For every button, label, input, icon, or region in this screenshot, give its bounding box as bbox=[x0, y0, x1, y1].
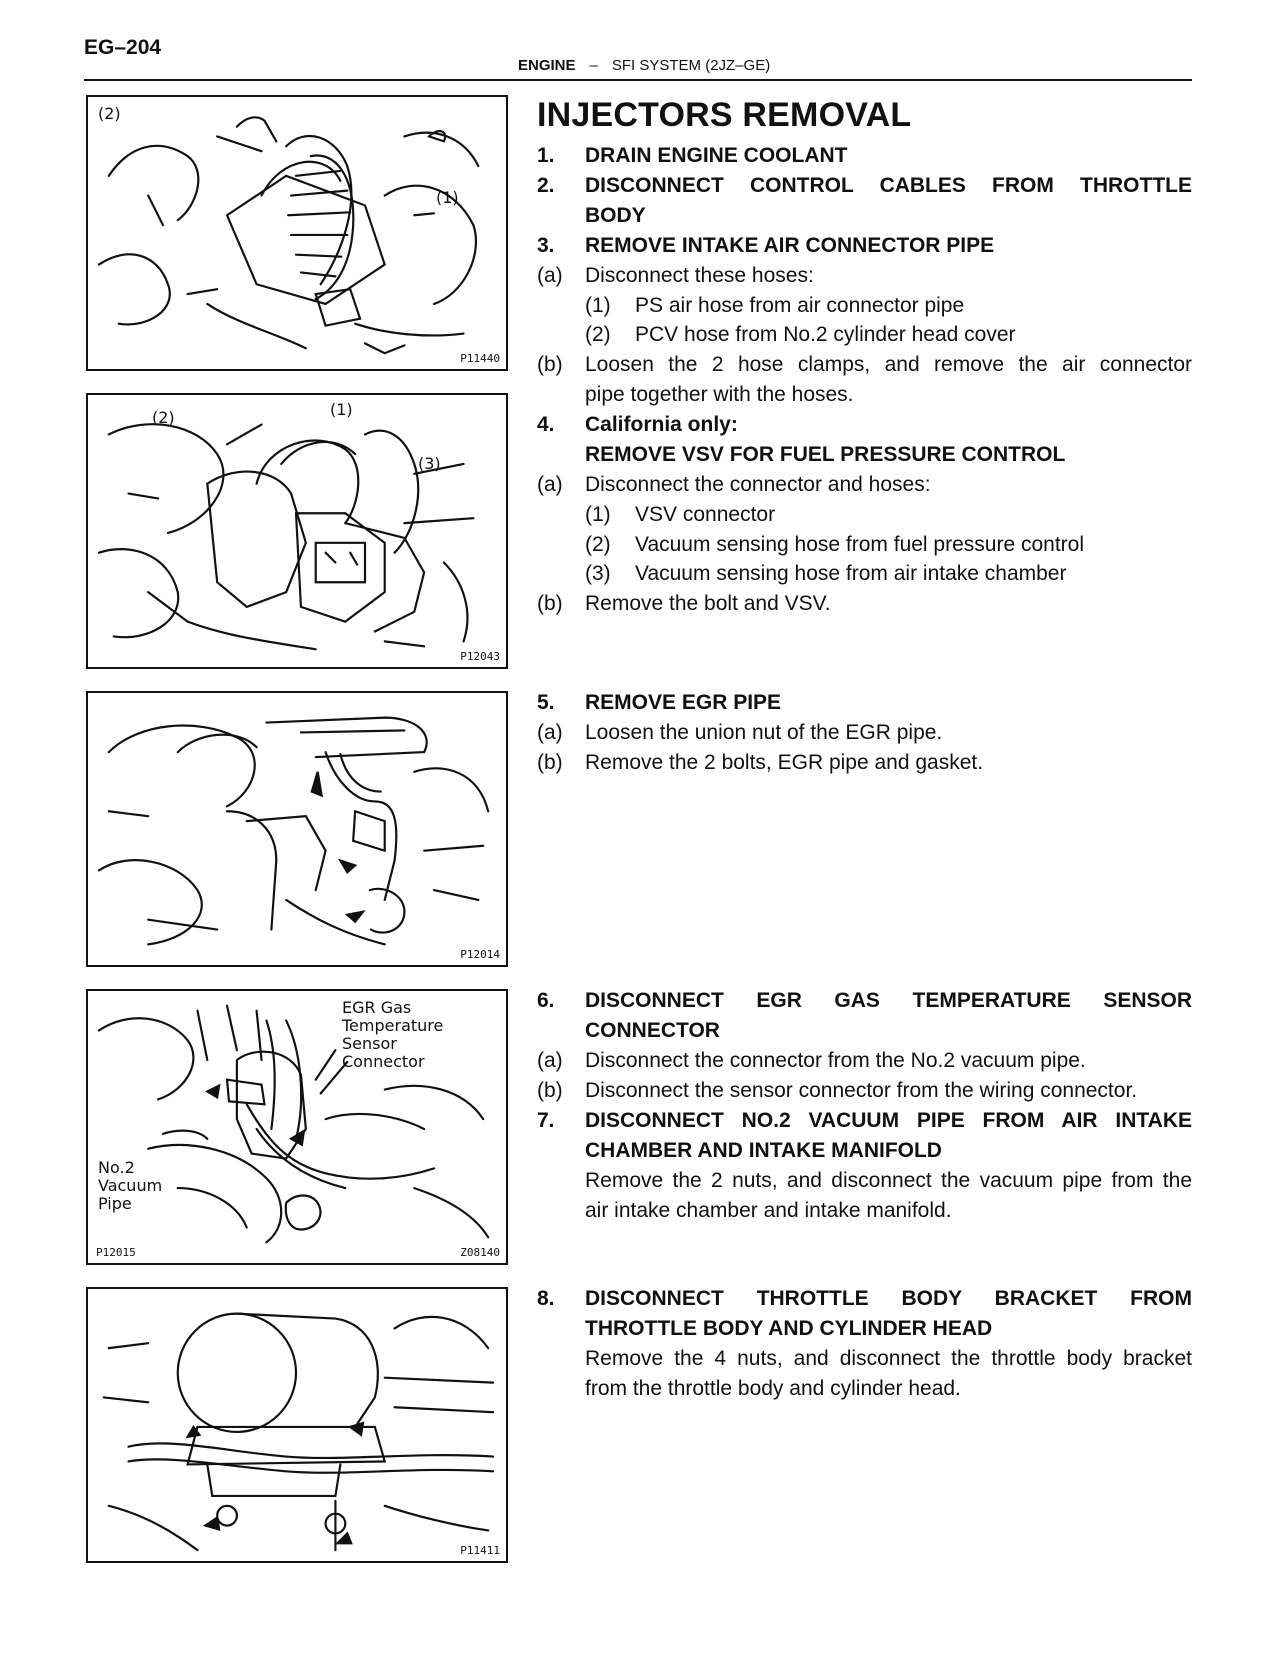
step-7-number: 7. bbox=[537, 1109, 555, 1132]
figure-vsv-fuel-pressure bbox=[86, 393, 508, 669]
step-2-number: 2. bbox=[537, 174, 555, 197]
figure-throttle-body-bracket bbox=[86, 1287, 508, 1563]
step-7-title-line2: CHAMBER AND INTAKE MANIFOLD bbox=[585, 1139, 942, 1162]
figure-code-left: P12015 bbox=[96, 1246, 136, 1259]
page-number: EG–204 bbox=[84, 36, 162, 59]
step-4a3-text: Vacuum sensing hose from air intake chamber bbox=[635, 562, 1067, 585]
step-5b-marker: (b) bbox=[537, 751, 563, 774]
figure-egr-gas-temperature-sensor bbox=[86, 989, 508, 1265]
page-title: INJECTORS REMOVAL bbox=[537, 96, 912, 134]
step-4a1-marker: (1) bbox=[585, 503, 611, 526]
label-pipe: Pipe bbox=[98, 1194, 132, 1213]
label-egr-gas: EGR Gas bbox=[342, 998, 412, 1017]
step-2-title-line1: DISCONNECT CONTROL CABLES FROM THROTTLE bbox=[585, 174, 1192, 197]
figure-code: P11440 bbox=[460, 352, 500, 365]
section-header bbox=[518, 57, 770, 74]
step-5a-text: Loosen the union nut of the EGR pipe. bbox=[585, 721, 943, 744]
figure-code: P12014 bbox=[460, 948, 500, 961]
step-4a2-text: Vacuum sensing hose from fuel pressure control bbox=[635, 533, 1084, 556]
step-1-number: 1. bbox=[537, 144, 555, 167]
step-3a1-text: PS air hose from air connector pipe bbox=[635, 294, 965, 317]
step-8-title-line1: DISCONNECT THROTTLE BODY BRACKET FROM bbox=[585, 1287, 1192, 1310]
figure-callout-1: (1) bbox=[330, 400, 353, 419]
step-4a1-text: VSV connector bbox=[635, 503, 776, 526]
step-3b-text-line1: Loosen the 2 hose clamps, and remove the air connector bbox=[585, 353, 1192, 376]
step-5-number: 5. bbox=[537, 691, 555, 714]
step-4a-text: Disconnect the connector and hoses: bbox=[585, 473, 931, 496]
step-7-title-line1: DISCONNECT NO.2 VACUUM PIPE FROM AIR INTAKE bbox=[585, 1109, 1192, 1132]
step-3-number: 3. bbox=[537, 234, 555, 257]
figure-callout-3: (3) bbox=[418, 454, 441, 473]
label-vacuum: Vacuum bbox=[98, 1176, 163, 1195]
figure-code-right: Z08140 bbox=[460, 1246, 500, 1259]
figure-code: P12043 bbox=[460, 650, 500, 663]
step-5-title: REMOVE EGR PIPE bbox=[585, 691, 782, 714]
step-6b-text: Disconnect the sensor connector from the wiring connector. bbox=[585, 1079, 1138, 1102]
section-sub: SFI SYSTEM (2JZ–GE) bbox=[611, 57, 771, 74]
figure-code: P11411 bbox=[460, 1544, 500, 1557]
label-temperature: Temperature bbox=[342, 1016, 444, 1035]
step-6b-marker: (b) bbox=[537, 1079, 563, 1102]
step-4-number: 4. bbox=[537, 413, 555, 436]
label-connector: Connector bbox=[342, 1052, 425, 1071]
step-6a-marker: (a) bbox=[537, 1049, 563, 1072]
step-3b-marker: (b) bbox=[537, 353, 563, 376]
step-1-title: DRAIN ENGINE COOLANT bbox=[585, 144, 848, 167]
step-8-body-line1: Remove the 4 nuts, and disconnect the throttle body bracket bbox=[585, 1347, 1192, 1370]
step-3a-text: Disconnect these hoses: bbox=[585, 264, 814, 287]
step-4-condition: California only: bbox=[585, 413, 738, 436]
header-rule bbox=[84, 79, 1192, 81]
step-3-title: REMOVE INTAKE AIR CONNECTOR PIPE bbox=[585, 234, 995, 257]
step-5a-marker: (a) bbox=[537, 721, 563, 744]
step-4b-marker: (b) bbox=[537, 592, 563, 615]
step-4a3-marker: (3) bbox=[585, 562, 611, 585]
step-6a-text: Disconnect the connector from the No.2 vacuum pipe. bbox=[585, 1049, 1086, 1072]
step-3a2-marker: (2) bbox=[585, 323, 611, 346]
step-8-title-line2: THROTTLE BODY AND CYLINDER HEAD bbox=[585, 1317, 993, 1340]
step-6-title-line1: DISCONNECT EGR GAS TEMPERATURE SENSOR bbox=[585, 989, 1192, 1012]
step-5b-text: Remove the 2 bolts, EGR pipe and gasket. bbox=[585, 751, 984, 774]
step-3b-text-line2: pipe together with the hoses. bbox=[585, 383, 854, 406]
label-sensor: Sensor bbox=[342, 1034, 397, 1053]
step-3a-marker: (a) bbox=[537, 264, 563, 287]
step-4a2-marker: (2) bbox=[585, 533, 611, 556]
label-no2: No.2 bbox=[98, 1158, 135, 1177]
figure-egr-pipe bbox=[86, 691, 508, 967]
step-4-title: REMOVE VSV FOR FUEL PRESSURE CONTROL bbox=[585, 443, 1066, 466]
step-4a-marker: (a) bbox=[537, 473, 563, 496]
step-7-body-line1: Remove the 2 nuts, and disconnect the vacuum pipe from the bbox=[585, 1169, 1192, 1192]
section-main: ENGINE bbox=[518, 57, 576, 74]
step-8-body-line2: from the throttle body and cylinder head. bbox=[585, 1377, 961, 1400]
step-3a2-text: PCV hose from No.2 cylinder head cover bbox=[635, 323, 1016, 346]
figure-callout-2: (2) bbox=[152, 408, 175, 427]
step-7-body-line2: air intake chamber and intake manifold. bbox=[585, 1199, 952, 1222]
section-dash: – bbox=[589, 57, 598, 74]
figure-intake-air-connector-pipe bbox=[86, 95, 508, 371]
step-6-number: 6. bbox=[537, 989, 555, 1012]
step-8-number: 8. bbox=[537, 1287, 555, 1310]
step-4b-text: Remove the bolt and VSV. bbox=[585, 592, 831, 615]
figure-callout-2: (2) bbox=[98, 104, 121, 123]
step-3a1-marker: (1) bbox=[585, 294, 611, 317]
step-6-title-line2: CONNECTOR bbox=[585, 1019, 720, 1042]
figure-callout-1: (1) bbox=[436, 188, 459, 207]
step-2-title-line2: BODY bbox=[585, 204, 646, 227]
